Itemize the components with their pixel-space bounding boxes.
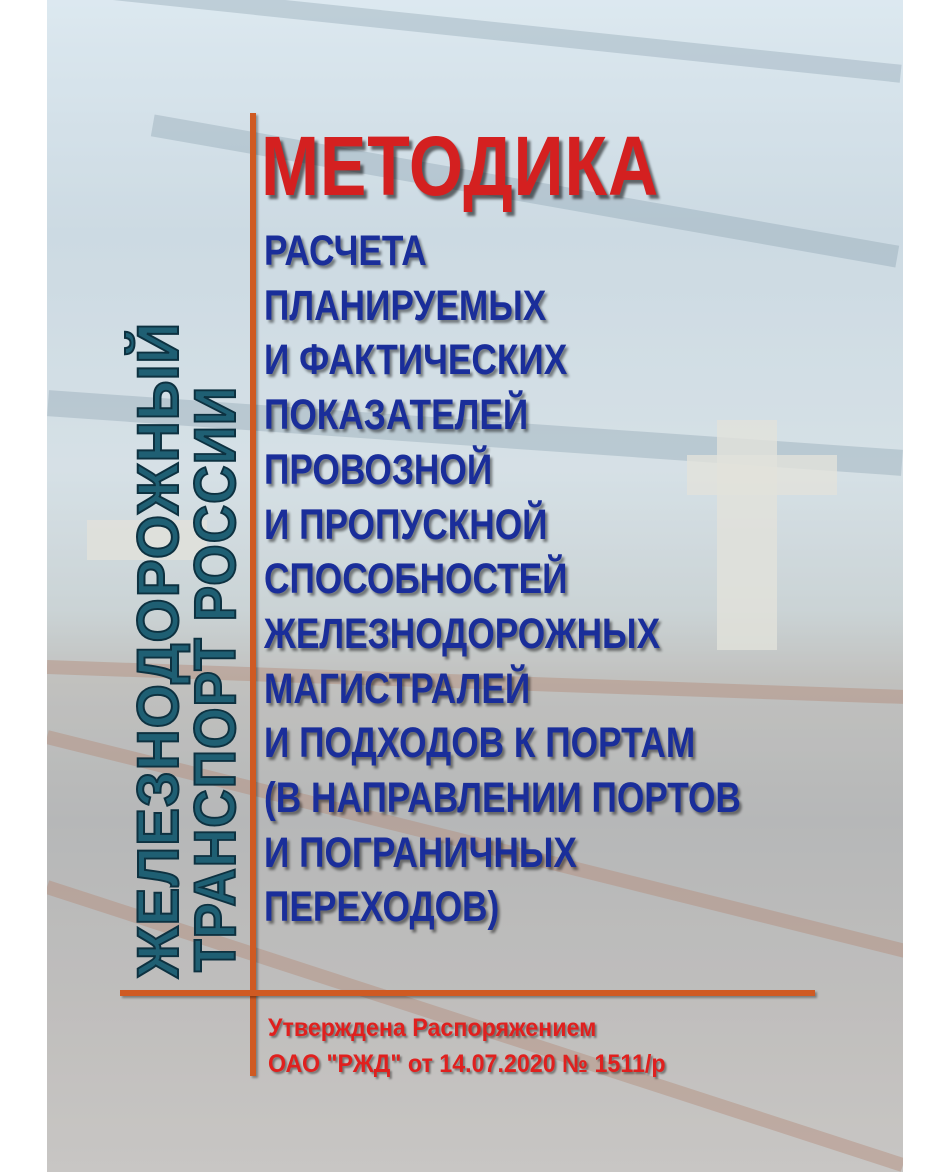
- subtitle-line: ЖЕЛЕЗНОДОРОЖНЫХ: [264, 609, 661, 658]
- approval-line: ОАО "РЖД" от 14.07.2020 № 1511/р: [268, 1050, 666, 1078]
- subtitle-line: И ПОДХОДОВ К ПОРТАМ: [264, 719, 696, 768]
- book-cover: [47, 0, 903, 1172]
- book-subtitle: [264, 224, 846, 935]
- subtitle-line: МАГИСТРАЛЕЙ: [264, 664, 531, 713]
- subtitle-line: СПОСОБНОСТЕЙ: [264, 555, 568, 604]
- subtitle-line: И ПРОПУСКНОЙ: [264, 500, 548, 549]
- subtitle-line: (В НАПРАВЛЕНИИ ПОРТОВ: [264, 774, 741, 823]
- approval-note: [268, 1010, 696, 1082]
- subtitle-line: ПРОВОЗНОЙ: [264, 445, 493, 494]
- subtitle-line: ПЕРЕХОДОВ): [264, 883, 500, 932]
- book-title: МЕТОДИКА: [261, 119, 660, 213]
- subtitle-line: ПОКАЗАТЕЛЕЙ: [264, 391, 529, 440]
- vertical-divider: [250, 113, 256, 1076]
- horizontal-divider: [120, 990, 815, 996]
- subtitle-line: РАСЧЕТА: [264, 227, 427, 275]
- subtitle-line: И ПОГРАНИЧНЫХ: [264, 828, 577, 877]
- subtitle-line: ПЛАНИРУЕМЫХ: [264, 281, 547, 330]
- approval-line: Утверждена Распоряжением: [268, 1014, 597, 1042]
- subtitle-line: И ФАКТИЧЕСКИХ: [264, 336, 568, 385]
- series-title-line-1: ЖЕЛЕЗНОДОРОЖНЫЙ: [126, 321, 191, 978]
- series-title-line-2: ТРАНСПОРТ РОССИИ: [183, 385, 248, 973]
